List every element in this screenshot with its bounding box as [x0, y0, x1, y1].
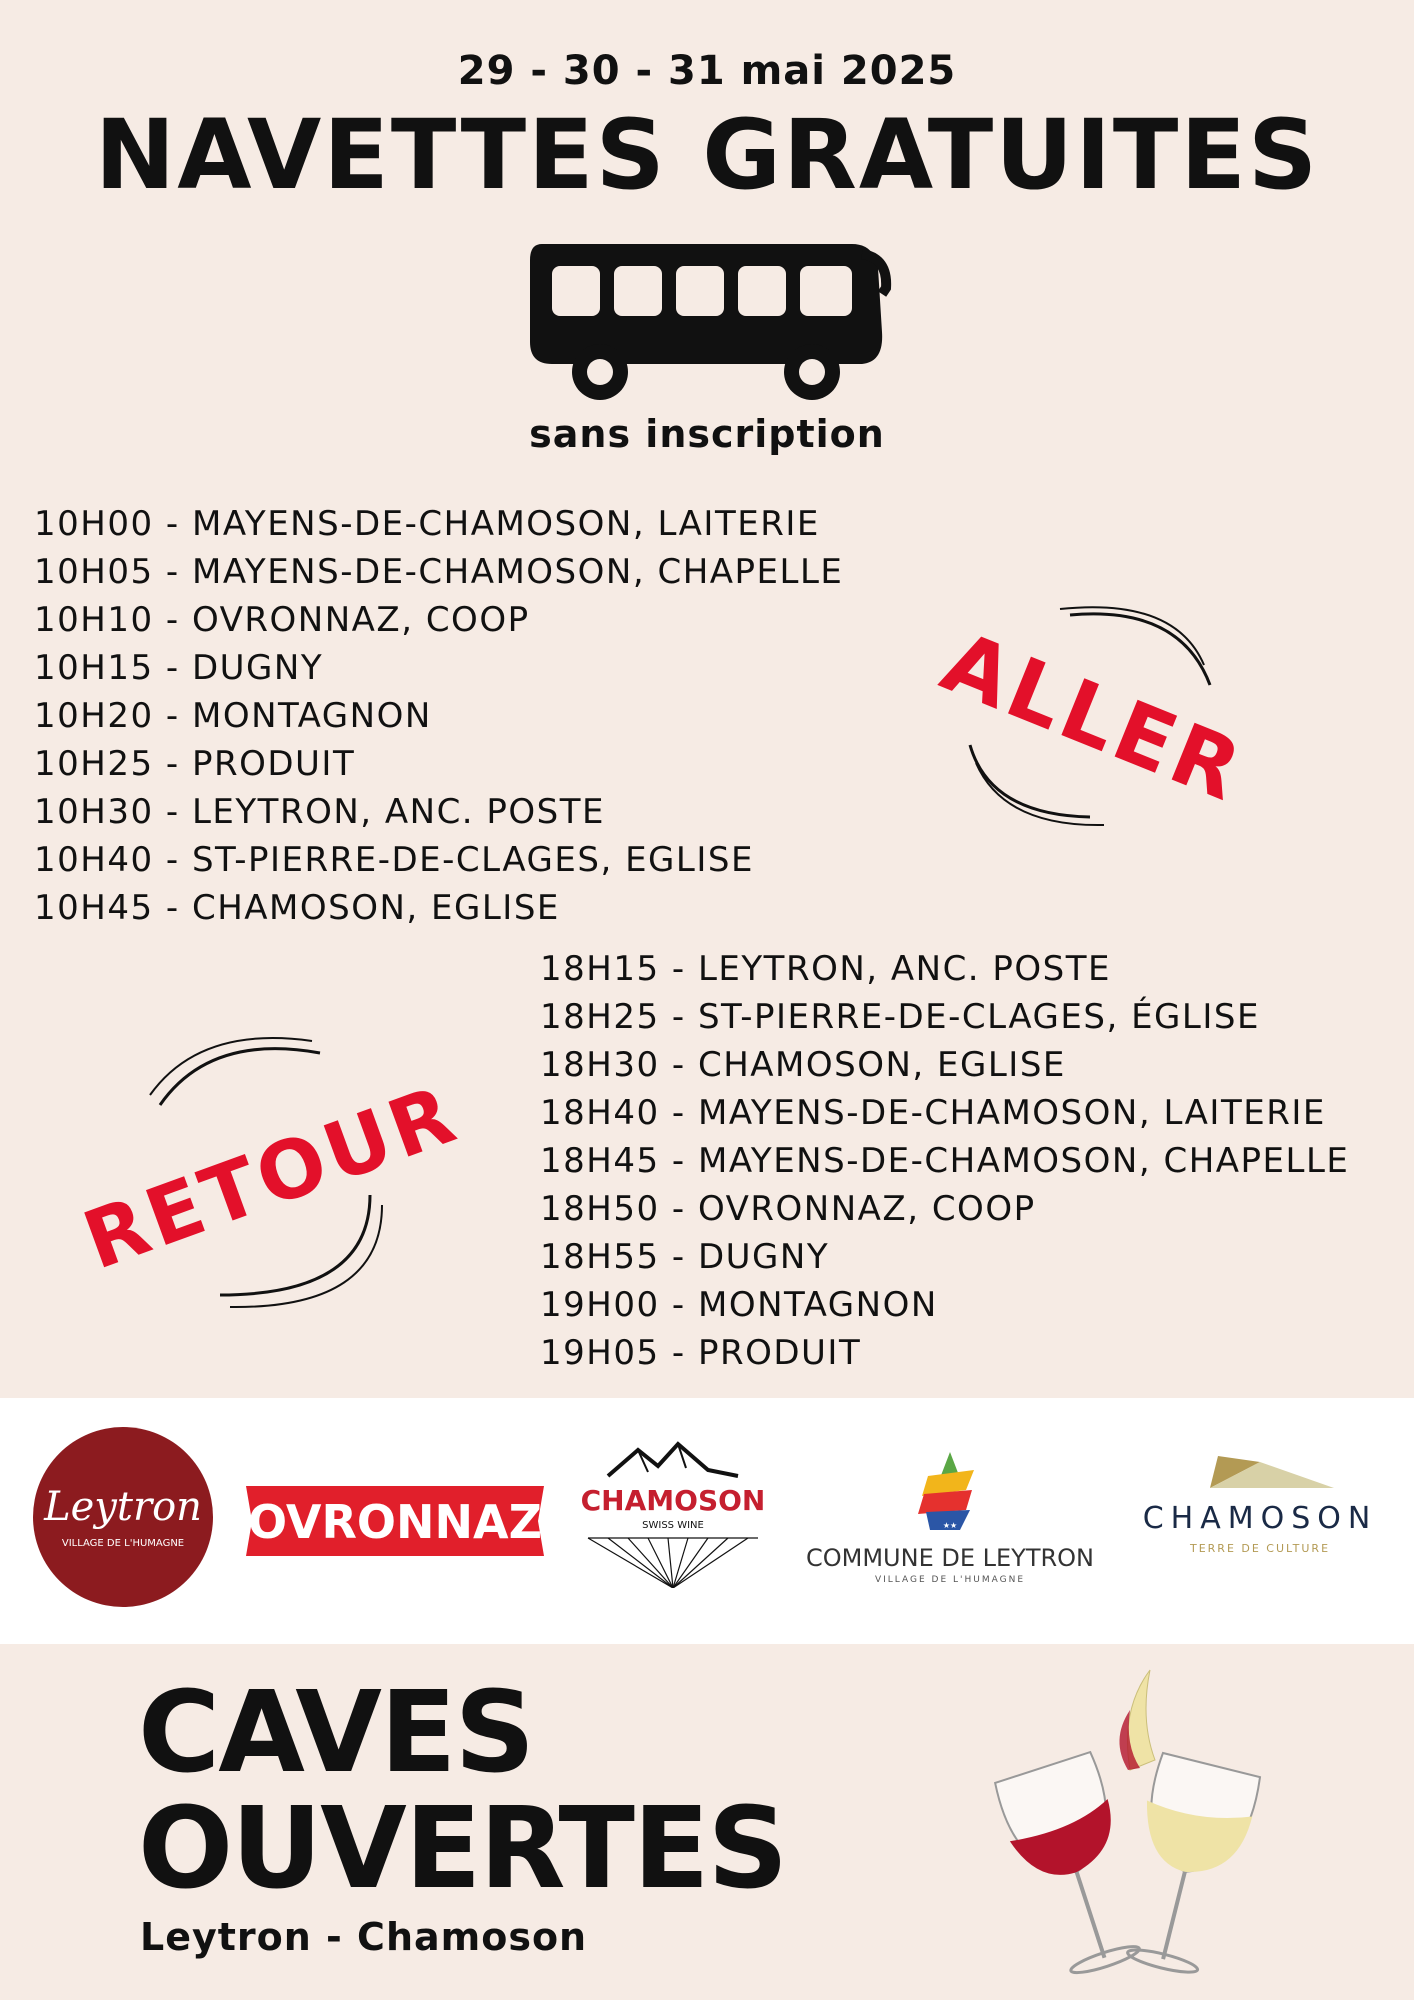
- list-item: 10H45 - CHAMOSON, EGLISE: [34, 888, 560, 928]
- list-item: 10H20 - MONTAGNON: [34, 696, 432, 736]
- svg-text:VILLAGE DE L'HUMAGNE: VILLAGE DE L'HUMAGNE: [61, 1538, 185, 1549]
- svg-text:Leytron: Leytron: [44, 1484, 202, 1530]
- bus-icon: [522, 232, 892, 402]
- svg-text:VILLAGE DE L'HUMAGNE: VILLAGE DE L'HUMAGNE: [874, 1575, 1026, 1585]
- list-item: 10H10 - OVRONNAZ, COOP: [34, 600, 530, 640]
- event-dates: 29 - 30 - 31 mai 2025: [457, 48, 957, 94]
- svg-text:CHAMOSON: CHAMOSON: [580, 1484, 766, 1517]
- page-title: NAVETTES GRATUITES: [94, 99, 1320, 211]
- aller-stamp: [920, 595, 1260, 835]
- list-item: 10H30 - LEYTRON, ANC. POSTE: [34, 792, 606, 832]
- chamoson-swiss-wine-logo: [578, 1438, 768, 1588]
- list-item: 19H05 - PRODUIT: [540, 1333, 862, 1373]
- list-item: 18H40 - MAYENS-DE-CHAMOSON, LAITERIE: [540, 1093, 1326, 1133]
- list-item: 10H40 - ST-PIERRE-DE-CLAGES, EGLISE: [34, 840, 754, 880]
- list-item: 10H25 - PRODUIT: [34, 744, 356, 784]
- list-item: 18H55 - DUGNY: [540, 1237, 830, 1277]
- caves-ouvertes-title: [138, 1668, 787, 1914]
- chamoson-terre-de-culture-logo: [1120, 1448, 1390, 1578]
- list-item: 18H45 - MAYENS-DE-CHAMOSON, CHAPELLE: [540, 1141, 1350, 1181]
- list-item: 10H05 - MAYENS-DE-CHAMOSON, CHAPELLE: [34, 552, 844, 592]
- svg-text:★★: ★★: [942, 1521, 958, 1530]
- aller-label: ALLER: [929, 612, 1258, 821]
- list-item: 10H15 - DUGNY: [34, 648, 324, 688]
- leytron-logo: [30, 1424, 216, 1610]
- list-item: 18H30 - CHAMOSON, EGLISE: [540, 1045, 1066, 1085]
- svg-text:OVRONNAZ: OVRONNAZ: [248, 1495, 542, 1549]
- list-item: 18H15 - LEYTRON, ANC. POSTE: [540, 949, 1112, 989]
- list-item: 10H00 - MAYENS-DE-CHAMOSON, LAITERIE: [34, 504, 820, 544]
- subtitle: sans inscription: [529, 412, 885, 456]
- list-item: 18H50 - OVRONNAZ, COOP: [540, 1189, 1036, 1229]
- svg-text:SWISS WINE: SWISS WINE: [642, 1520, 704, 1531]
- list-item: 18H25 - ST-PIERRE-DE-CLAGES, ÉGLISE: [540, 997, 1260, 1037]
- caves-title-line1: CAVES: [138, 1668, 534, 1798]
- aller-schedule: [34, 500, 843, 932]
- svg-text:TERRE DE CULTURE: TERRE DE CULTURE: [1189, 1542, 1331, 1555]
- list-item: 19H00 - MONTAGNON: [540, 1285, 938, 1325]
- caves-subtitle: Leytron - Chamoson: [140, 1915, 588, 1959]
- commune-de-leytron-logo: [800, 1448, 1100, 1588]
- wine-glasses-icon: [980, 1650, 1280, 1990]
- retour-label: RETOUR: [71, 1067, 470, 1288]
- svg-text:CHAMOSON: CHAMOSON: [1142, 1501, 1378, 1536]
- caves-title-line2: OUVERTES: [138, 1784, 787, 1914]
- retour-stamp: [40, 1025, 500, 1325]
- svg-text:COMMUNE DE LEYTRON: COMMUNE DE LEYTRON: [805, 1544, 1095, 1572]
- sponsor-logo-band: [0, 1398, 1414, 1644]
- ovronnaz-logo: [240, 1478, 550, 1564]
- retour-schedule: [540, 945, 1349, 1377]
